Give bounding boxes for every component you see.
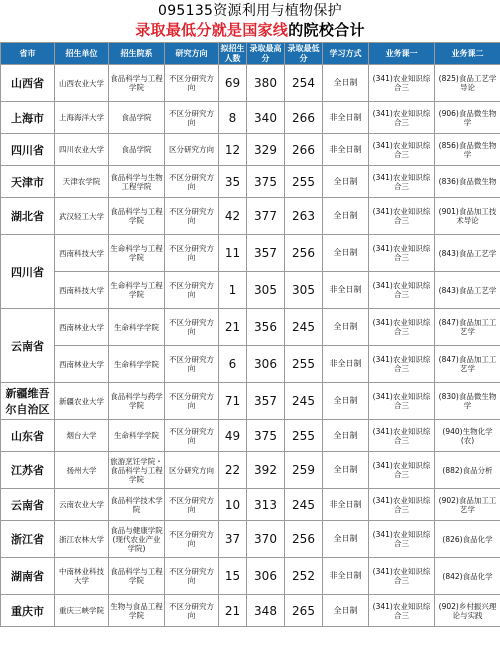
cell-quota: 37 — [219, 521, 247, 558]
cell-direction: 不区分研究方向 — [165, 383, 219, 420]
cell-course2: (825)食品工艺学导论 — [435, 65, 500, 102]
cell-course2: (847)食品加工工艺学 — [435, 346, 500, 383]
cell-unit: 浙江农林大学 — [55, 521, 109, 558]
cell-direction: 不区分研究方向 — [165, 558, 219, 595]
cell-dept: 生命科学与工程学院 — [109, 235, 165, 272]
cell-direction: 不区分研究方向 — [165, 420, 219, 452]
cell-province: 江苏省 — [1, 452, 55, 489]
cell-quota: 42 — [219, 198, 247, 235]
cell-quota: 35 — [219, 166, 247, 198]
page-subtitle — [0, 20, 500, 40]
cell-min-score: 266 — [285, 102, 323, 134]
cell-direction: 不区分研究方向 — [165, 166, 219, 198]
cell-unit: 武汉轻工大学 — [55, 198, 109, 235]
cell-quota: 49 — [219, 420, 247, 452]
table-row — [1, 420, 500, 452]
cell-unit: 天津农学院 — [55, 166, 109, 198]
cell-dept: 食品学院 — [109, 102, 165, 134]
table-row — [1, 309, 500, 346]
cell-direction: 不区分研究方向 — [165, 595, 219, 627]
cell-province: 浙江省 — [1, 521, 55, 558]
cell-min-score: 263 — [285, 198, 323, 235]
cell-dept: 生命科学学院 — [109, 346, 165, 383]
cell-study-mode: 非全日制 — [323, 272, 369, 309]
cell-study-mode: 全日制 — [323, 166, 369, 198]
cell-unit: 新疆农业大学 — [55, 383, 109, 420]
cell-course1: (341)农业知识综合三 — [369, 102, 435, 134]
cell-study-mode: 非全日制 — [323, 134, 369, 166]
cell-dept: 食品科学与药学学院 — [109, 383, 165, 420]
cell-course2: (830)食品微生物学 — [435, 383, 500, 420]
table-row — [1, 383, 500, 420]
cell-course2: (843)食品工艺学 — [435, 235, 500, 272]
cell-province: 上海市 — [1, 102, 55, 134]
cell-max-score: 348 — [247, 595, 285, 627]
cell-course1: (341)农业知识综合三 — [369, 309, 435, 346]
col-header-quota: 拟招生人数 — [220, 43, 245, 63]
cell-course2: (847)食品加工工艺学 — [435, 309, 500, 346]
cell-dept: 食品学院 — [109, 134, 165, 166]
cell-unit: 扬州大学 — [55, 452, 109, 489]
cell-unit: 山西农业大学 — [55, 65, 109, 102]
cell-province: 云南省 — [1, 489, 55, 521]
col-header-course2: 业务课二 — [435, 43, 500, 65]
cell-study-mode: 非全日制 — [323, 489, 369, 521]
cell-direction: 不区分研究方向 — [165, 102, 219, 134]
cell-dept: 旅游烹饪学院・食品科学与工程学院 — [109, 452, 165, 489]
admission-table — [0, 42, 500, 627]
cell-study-mode: 全日制 — [323, 383, 369, 420]
cell-max-score: 375 — [247, 420, 285, 452]
table-row — [1, 102, 500, 134]
cell-course2: (856)食品微生物学 — [435, 134, 500, 166]
cell-quota: 71 — [219, 383, 247, 420]
cell-quota: 69 — [219, 65, 247, 102]
cell-max-score: 306 — [247, 558, 285, 595]
cell-max-score: 357 — [247, 235, 285, 272]
cell-unit: 烟台大学 — [55, 420, 109, 452]
table-row — [1, 166, 500, 198]
cell-course1: (341)农业知识综合三 — [369, 420, 435, 452]
cell-course1: (341)农业知识综合三 — [369, 521, 435, 558]
cell-course2: (902)乡村振兴理论与实践 — [435, 595, 500, 627]
cell-dept: 食品科学技术学院 — [109, 489, 165, 521]
col-header-mode: 学习方式 — [323, 43, 369, 65]
cell-unit: 中南林业科技大学 — [55, 558, 109, 595]
cell-direction: 不区分研究方向 — [165, 489, 219, 521]
cell-course1: (341)农业知识综合三 — [369, 452, 435, 489]
col-header-unit: 招生单位 — [55, 43, 109, 65]
cell-min-score: 245 — [285, 383, 323, 420]
table-row — [1, 134, 500, 166]
cell-min-score: 254 — [285, 65, 323, 102]
cell-course2: (826)食品化学 — [435, 521, 500, 558]
cell-direction: 区分研究方向 — [165, 134, 219, 166]
cell-unit: 上海海洋大学 — [55, 102, 109, 134]
table-row — [1, 452, 500, 489]
cell-quota: 10 — [219, 489, 247, 521]
cell-course1: (341)农业知识综合三 — [369, 134, 435, 166]
cell-unit: 西南科技大学 — [55, 235, 109, 272]
cell-max-score: 375 — [247, 166, 285, 198]
cell-max-score: 356 — [247, 309, 285, 346]
cell-max-score: 357 — [247, 383, 285, 420]
cell-max-score: 340 — [247, 102, 285, 134]
cell-province: 山东省 — [1, 420, 55, 452]
cell-quota: 1 — [219, 272, 247, 309]
cell-min-score: 255 — [285, 166, 323, 198]
cell-direction: 不区分研究方向 — [165, 272, 219, 309]
cell-direction: 不区分研究方向 — [165, 521, 219, 558]
cell-province: 云南省 — [1, 309, 55, 383]
cell-course1: (341)农业知识综合三 — [369, 558, 435, 595]
cell-quota: 22 — [219, 452, 247, 489]
cell-max-score: 313 — [247, 489, 285, 521]
cell-unit: 云南农业大学 — [55, 489, 109, 521]
table-header-row — [1, 43, 500, 65]
cell-study-mode: 非全日制 — [323, 346, 369, 383]
cell-unit: 西南科技大学 — [55, 272, 109, 309]
cell-max-score: 380 — [247, 65, 285, 102]
cell-quota: 21 — [219, 309, 247, 346]
cell-course1: (341)农业知识综合三 — [369, 595, 435, 627]
cell-direction: 不区分研究方向 — [165, 65, 219, 102]
cell-dept: 食品科学与工程学院 — [109, 198, 165, 235]
cell-dept: 生命科学学院 — [109, 420, 165, 452]
cell-course1: (341)农业知识综合三 — [369, 235, 435, 272]
cell-course2: (843)食品工艺学 — [435, 272, 500, 309]
cell-course1: (341)农业知识综合三 — [369, 346, 435, 383]
cell-dept: 生命科学学院 — [109, 309, 165, 346]
col-header-dir: 研究方向 — [165, 43, 219, 65]
cell-study-mode: 全日制 — [323, 595, 369, 627]
cell-min-score: 245 — [285, 309, 323, 346]
table-row — [1, 558, 500, 595]
col-header-max: 录取最高分 — [247, 43, 285, 65]
cell-max-score: 370 — [247, 521, 285, 558]
cell-min-score: 255 — [285, 346, 323, 383]
cell-province: 新疆维吾尔自治区 — [1, 383, 55, 420]
cell-course1: (341)农业知识综合三 — [369, 166, 435, 198]
cell-min-score: 255 — [285, 420, 323, 452]
cell-study-mode: 全日制 — [323, 235, 369, 272]
cell-quota: 12 — [219, 134, 247, 166]
cell-max-score: 305 — [247, 272, 285, 309]
cell-dept: 食品科学与工程学院 — [109, 65, 165, 102]
cell-province: 四川省 — [1, 235, 55, 309]
cell-province: 重庆市 — [1, 595, 55, 627]
cell-course2: (901)食品加工技术导论 — [435, 198, 500, 235]
cell-study-mode: 非全日制 — [323, 102, 369, 134]
cell-study-mode: 非全日制 — [323, 558, 369, 595]
cell-direction: 不区分研究方向 — [165, 346, 219, 383]
cell-min-score: 256 — [285, 521, 323, 558]
cell-max-score: 329 — [247, 134, 285, 166]
cell-min-score: 305 — [285, 272, 323, 309]
cell-study-mode: 全日制 — [323, 198, 369, 235]
cell-province: 湖南省 — [1, 558, 55, 595]
table-row — [1, 235, 500, 272]
cell-direction: 不区分研究方向 — [165, 309, 219, 346]
page-title: 095135资源利用与植物保护 — [158, 3, 342, 19]
cell-direction: 不区分研究方向 — [165, 235, 219, 272]
cell-course2: (842)食品化学 — [435, 558, 500, 595]
cell-direction: 区分研究方向 — [165, 452, 219, 489]
table-row — [1, 198, 500, 235]
cell-unit: 西南林业大学 — [55, 309, 109, 346]
cell-study-mode: 全日制 — [323, 309, 369, 346]
cell-dept: 食品与健康学院(现代农业产业学院) — [109, 521, 165, 558]
subtitle-rest: 的院校合计 — [288, 21, 365, 39]
cell-dept: 食品科学与工程学院 — [109, 558, 165, 595]
cell-course2: (906)食品微生物学 — [435, 102, 500, 134]
col-header-dept: 招生院系 — [109, 43, 165, 65]
col-header-course1: 业务课一 — [369, 43, 435, 65]
cell-study-mode: 全日制 — [323, 65, 369, 102]
cell-quota: 6 — [219, 346, 247, 383]
cell-unit: 四川农业大学 — [55, 134, 109, 166]
cell-course1: (341)农业知识综合三 — [369, 65, 435, 102]
cell-min-score: 252 — [285, 558, 323, 595]
cell-dept: 生命科学与工程学院 — [109, 272, 165, 309]
cell-quota: 11 — [219, 235, 247, 272]
cell-study-mode: 全日制 — [323, 521, 369, 558]
col-header-prov: 省市 — [1, 43, 55, 65]
cell-max-score: 306 — [247, 346, 285, 383]
col-header-min: 录取最低分 — [285, 43, 323, 65]
cell-province: 四川省 — [1, 134, 55, 166]
subtitle-highlight: 录取最低分就是国家线 — [135, 21, 289, 39]
cell-province: 山西省 — [1, 65, 55, 102]
table-row — [1, 595, 500, 627]
table-row — [1, 489, 500, 521]
cell-min-score: 259 — [285, 452, 323, 489]
cell-course1: (341)农业知识综合三 — [369, 489, 435, 521]
cell-min-score: 265 — [285, 595, 323, 627]
cell-study-mode: 全日制 — [323, 452, 369, 489]
cell-course2: (836)食品微生物 — [435, 166, 500, 198]
cell-course1: (341)农业知识综合三 — [369, 383, 435, 420]
cell-unit: 西南林业大学 — [55, 346, 109, 383]
cell-course2: (902)食品加工工艺学 — [435, 489, 500, 521]
cell-course1: (341)农业知识综合三 — [369, 272, 435, 309]
table-row — [1, 521, 500, 558]
table-row — [1, 272, 500, 309]
cell-province: 湖北省 — [1, 198, 55, 235]
cell-course2: (940)生物化学(农) — [435, 420, 500, 452]
cell-study-mode: 全日制 — [323, 420, 369, 452]
cell-direction: 不区分研究方向 — [165, 198, 219, 235]
cell-quota: 21 — [219, 595, 247, 627]
cell-min-score: 266 — [285, 134, 323, 166]
cell-unit: 重庆三峡学院 — [55, 595, 109, 627]
cell-dept: 生物与食品工程学院 — [109, 595, 165, 627]
cell-quota: 8 — [219, 102, 247, 134]
cell-province: 天津市 — [1, 166, 55, 198]
cell-course2: (882)食品分析 — [435, 452, 500, 489]
table-row — [1, 346, 500, 383]
table-row — [1, 65, 500, 102]
cell-quota: 15 — [219, 558, 247, 595]
cell-min-score: 256 — [285, 235, 323, 272]
cell-max-score: 377 — [247, 198, 285, 235]
cell-min-score: 245 — [285, 489, 323, 521]
cell-max-score: 392 — [247, 452, 285, 489]
cell-course1: (341)农业知识综合三 — [369, 198, 435, 235]
cell-dept: 食品科学与生物工程学院 — [109, 166, 165, 198]
